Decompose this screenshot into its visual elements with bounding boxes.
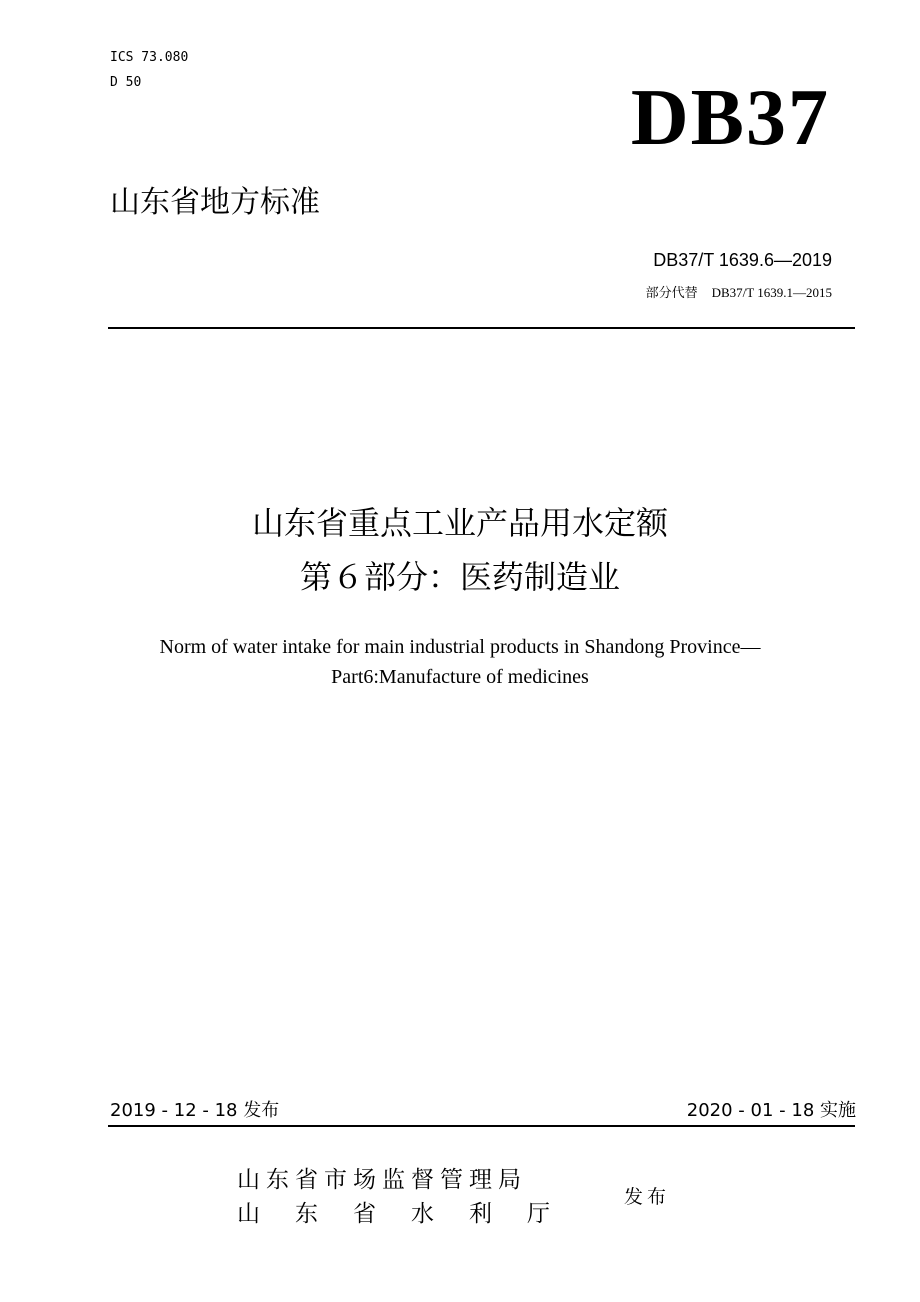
issuer-char: 利 — [469, 1201, 492, 1227]
issuer-market-regulation: 山东省市场监督管理局 — [237, 1167, 527, 1193]
publish-label: 发布 — [624, 1186, 671, 1208]
issuer-char: 省 — [353, 1201, 376, 1227]
title-en-line2: Part6:Manufacture of medicines — [331, 666, 589, 688]
issuer-char: 水 — [411, 1201, 434, 1227]
implementation-date: 2020 - 01 - 18 实施 — [686, 1100, 856, 1121]
standard-logo: DB37 — [630, 74, 830, 162]
top-divider — [108, 327, 855, 329]
replaces-number: DB37/T 1639.1—2015 — [711, 285, 832, 300]
standard-number: DB37/T 1639.6—2019 — [653, 250, 832, 270]
title-zh-line2: 第６部分：医药制造业 — [299, 558, 620, 596]
ics-code: ICS 73.080 — [110, 50, 189, 65]
issuer-char: 山 — [237, 1201, 260, 1227]
title-en-line1: Norm of water intake for main industrial products in Shandong Province— — [159, 636, 761, 658]
replaces-note — [646, 282, 832, 301]
bottom-divider — [108, 1125, 855, 1127]
standard-type: 山东省地方标准 — [110, 185, 320, 220]
issuer-water-resources — [237, 1199, 585, 1229]
ccs-code: D 50 — [110, 75, 142, 90]
issuer-char: 东 — [295, 1201, 318, 1227]
issue-date: 2019 - 12 - 18 发布 — [110, 1100, 280, 1121]
replaces-label: 部分代替 — [645, 285, 698, 300]
title-zh-line1: 山东省重点工业产品用水定额 — [251, 504, 668, 542]
issuer-char: 厅 — [527, 1201, 550, 1227]
